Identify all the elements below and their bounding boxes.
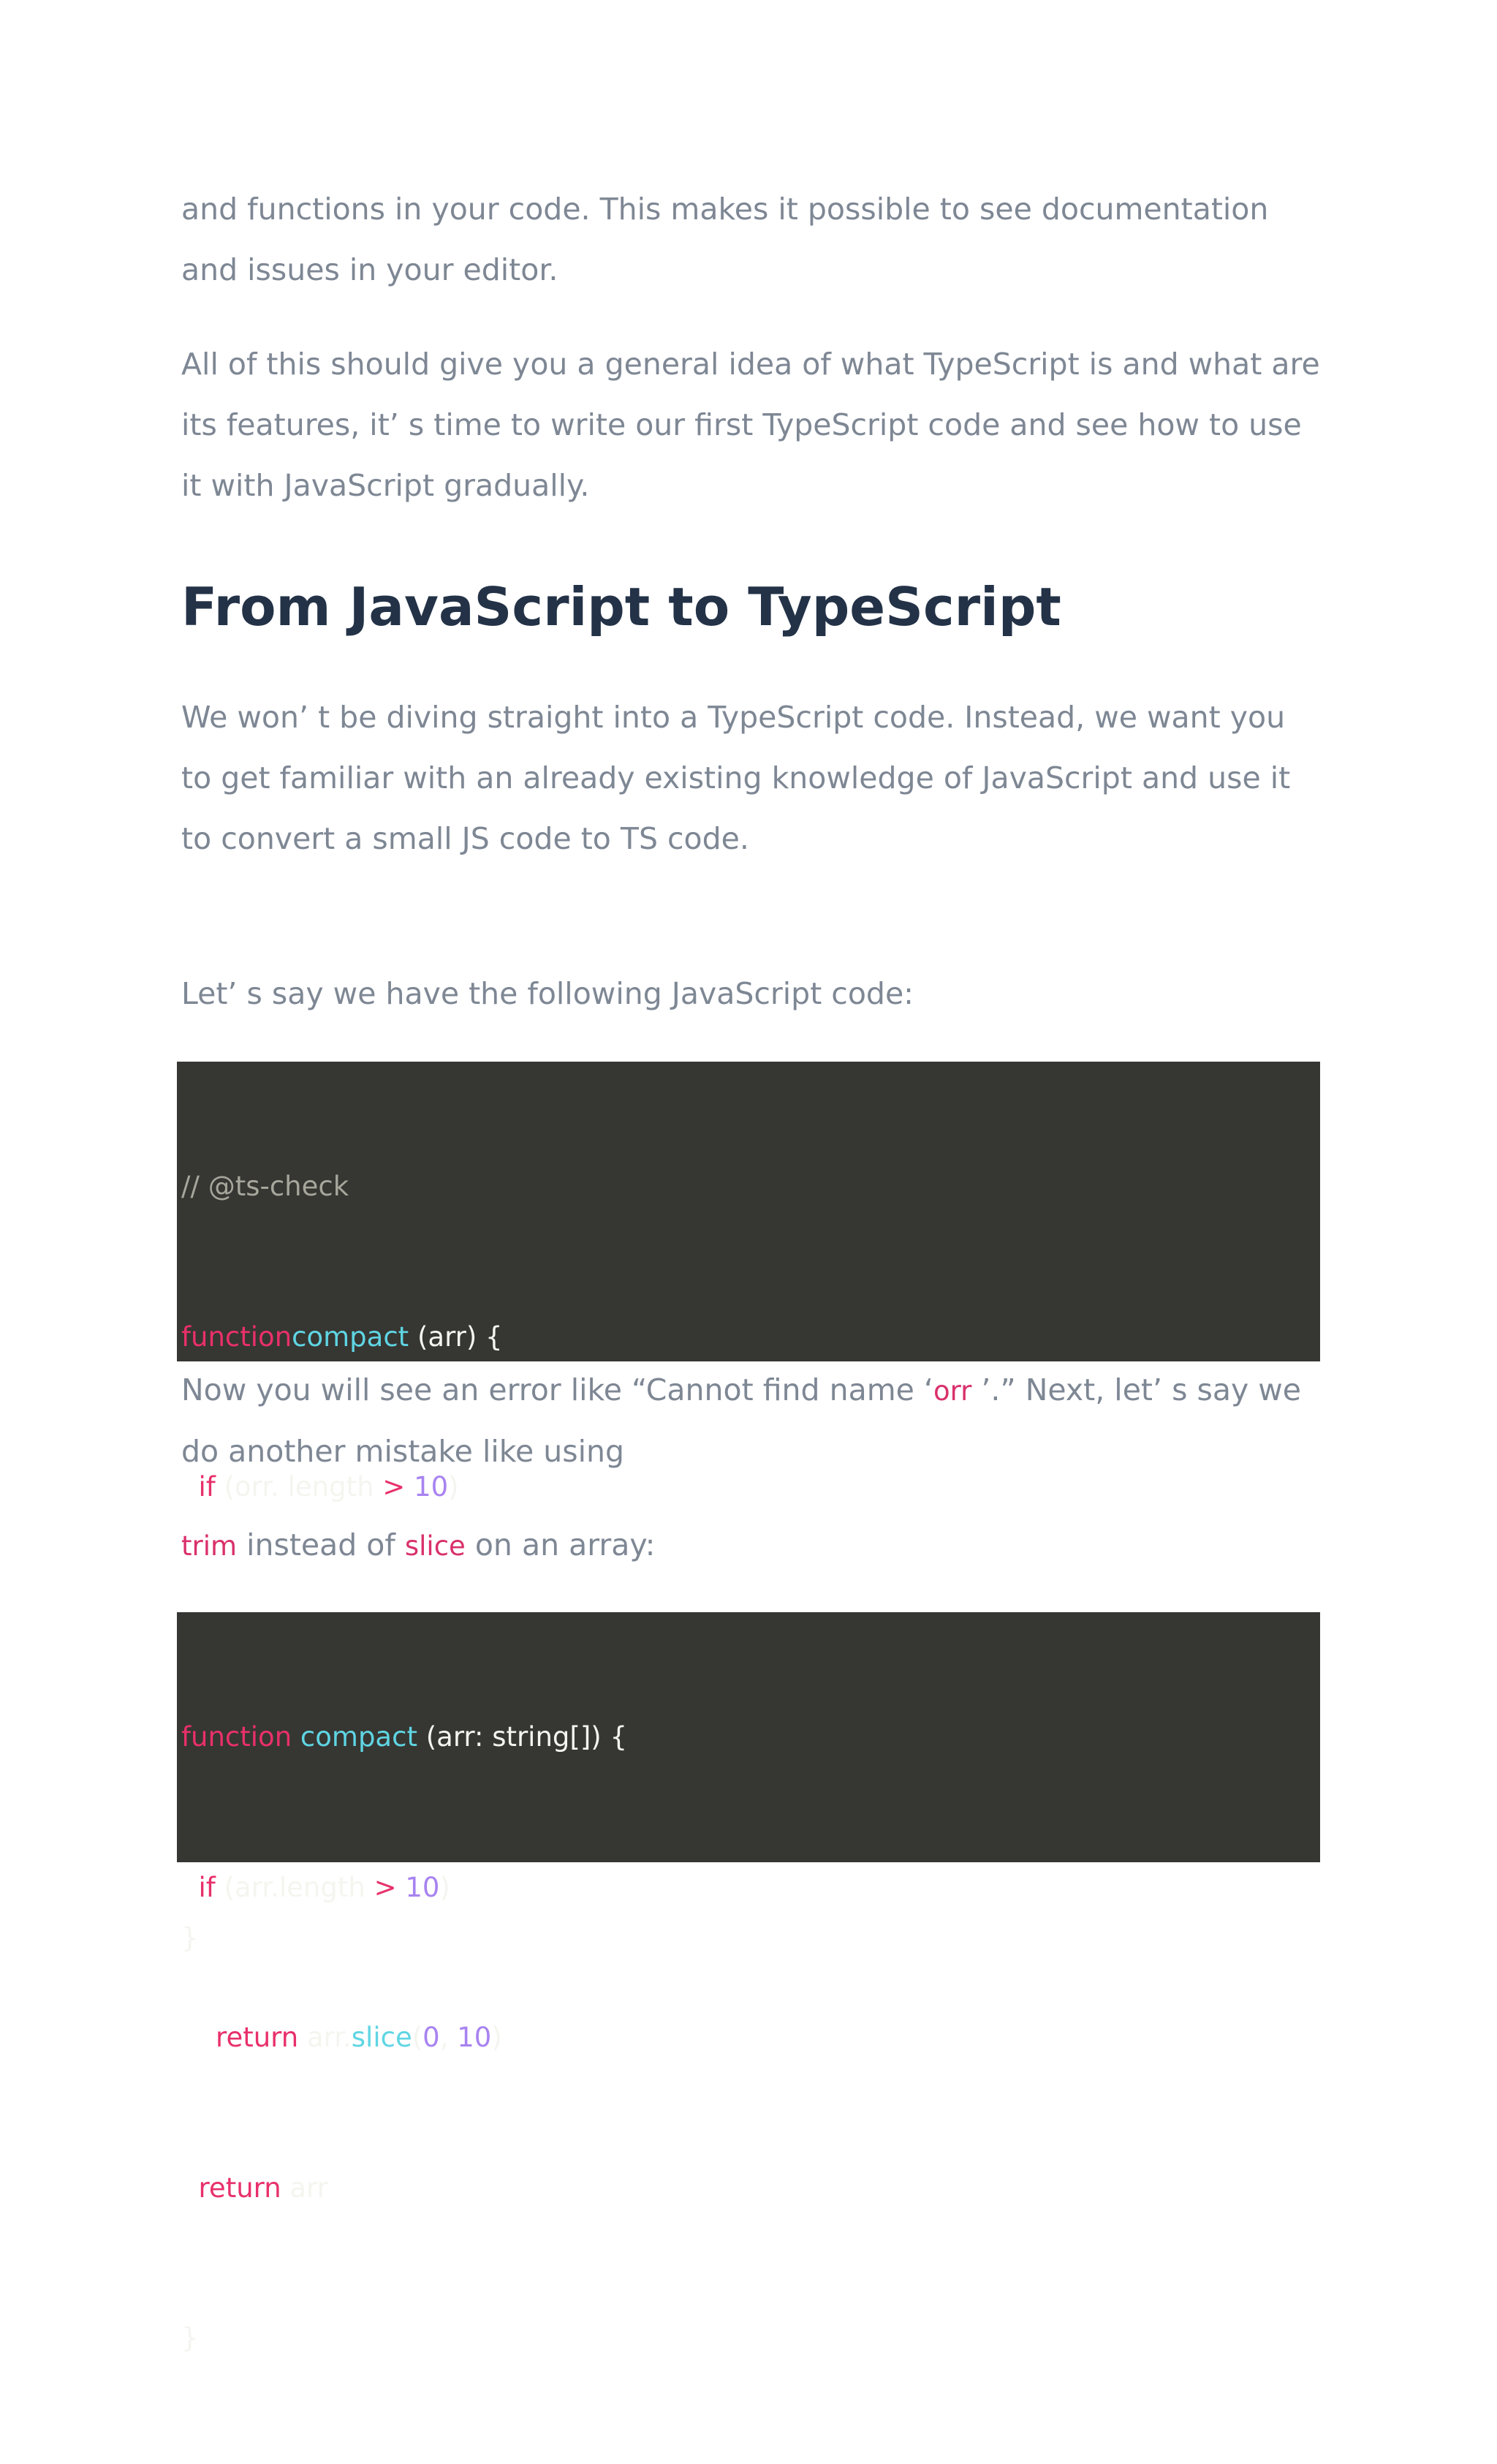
code-number: 0 — [422, 2022, 440, 2053]
code-keyword: function — [181, 1320, 292, 1353]
code-function-name: compact — [300, 1721, 417, 1753]
paragraph-text: instead of — [237, 1527, 405, 1562]
code-text: } — [181, 1921, 199, 1954]
code-method-name: slice — [351, 2022, 412, 2053]
code-text: arr. — [298, 2022, 352, 2053]
code-function-name: compact — [292, 1320, 409, 1353]
code-indent — [181, 2172, 199, 2204]
code-text: } — [181, 2322, 199, 2354]
code-line — [181, 1712, 1320, 1763]
code-operator: > — [382, 1471, 406, 1503]
code-operator: > — [374, 1871, 397, 1903]
paragraph-text: ’.” Next, let’ s say we do another mistake like using — [181, 1372, 1301, 1469]
code-text: (arr) { — [409, 1320, 503, 1353]
code-text: (arr: string[]) { — [417, 1721, 628, 1753]
code-text: (arr.length — [215, 1871, 374, 1903]
code-number: 10 — [405, 1871, 440, 1903]
paragraph-intro-continuation: and functions in your code. This makes it possible to see documentation and issues in your editor. — [181, 192, 1269, 287]
inline-code-slice: slice — [404, 1530, 466, 1562]
code-text: ) — [491, 2022, 502, 2053]
code-text: (orr. length — [215, 1471, 383, 1503]
paragraph-trim-vs-slice — [181, 1515, 1322, 1576]
code-keyword: return — [198, 2172, 281, 2204]
code-indent — [181, 2022, 216, 2053]
section-heading: From JavaScript to TypeScript — [181, 576, 1061, 638]
code-keyword: function — [181, 1721, 292, 1753]
code-line — [181, 1863, 1320, 1913]
code-line — [181, 2313, 1320, 2364]
code-keyword: return — [216, 2022, 299, 2053]
code-line — [181, 1162, 1320, 1212]
code-line — [181, 2163, 1320, 2214]
code-text: ) — [439, 1871, 450, 1903]
code-text: , — [439, 2022, 458, 2053]
inline-code-orr: orr — [933, 1375, 972, 1407]
code-text: ) — [448, 1471, 459, 1503]
code-line — [181, 2013, 1320, 2063]
code-comment: // @ts-check — [181, 1171, 349, 1202]
code-block-typescript — [177, 1612, 1320, 2354]
code-indent — [181, 1872, 199, 1903]
paragraph-error-explanation — [181, 1360, 1322, 1482]
code-text: arr — [281, 2172, 328, 2204]
paragraph-text: Now you will see an error like “Cannot find name ‘ — [181, 1372, 933, 1407]
code-keyword: if — [198, 1871, 216, 1903]
code-keyword: if — [198, 1471, 216, 1503]
code-text: ( — [412, 2022, 423, 2053]
code-number: 10 — [414, 1471, 449, 1503]
inline-code-trim: trim — [181, 1530, 238, 1562]
code-number: 10 — [457, 2022, 492, 2053]
paragraph-section-intro: We won’ t be diving straight into a TypeScript code. Instead, we want you to get familiar with an already existing knowledge of JavaScript and use it to convert a small JS code to TS code. — [181, 700, 1291, 856]
code-space — [397, 1872, 406, 1903]
paragraph-summary: All of this should give you a general idea of what TypeScript is and what are its features, it’ s time to write our first TypeScript code and see how to use it with JavaScript gradually. — [181, 347, 1320, 503]
paragraph-code-lead-in: Let’ s say we have the following JavaScript code: — [181, 976, 914, 1011]
paragraph-text: on an array: — [465, 1527, 656, 1562]
code-line — [181, 1312, 1320, 1363]
